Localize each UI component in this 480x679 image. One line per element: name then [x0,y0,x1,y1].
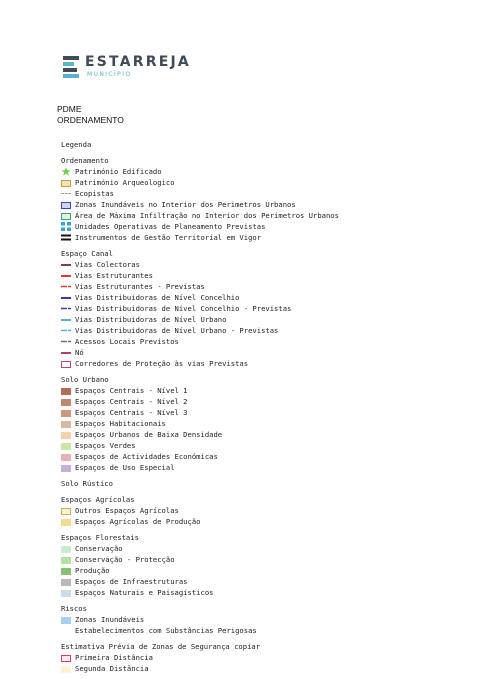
legend-symbol-icon [61,178,71,187]
legend-label: Espaço Canal [61,249,113,258]
legend-symbol-icon [61,506,71,515]
legend-label: Estabelecimentos com Substâncias Perigosas [75,626,257,635]
legend-symbol-icon [61,430,71,439]
document-title-line1: PDME [57,104,82,114]
legend-label: Produção [75,566,110,575]
legend-label: Espaços Florestais [61,533,139,542]
legend-symbol-icon [61,304,71,313]
document-title-line2: ORDENAMENTO [57,115,124,125]
legend-symbol-icon [61,200,71,209]
legend-label: Vias Estruturantes - Previstas [75,282,205,291]
legend-symbol-icon [61,189,71,198]
star-icon [61,167,71,176]
legend-label: Espaços Verdes [75,441,136,450]
legend-label: Corredores de Proteção às vias Previstas [75,359,249,368]
legend-symbol-icon [61,211,71,220]
legend-label: Segunda Distância [75,664,149,673]
legend-label: Ecopistas [75,189,114,198]
legend-label: Espaços Centrais - Nível 2 [75,397,188,406]
legend-label: Unidades Operativas de Planeamento Previstas [75,222,266,231]
legend-symbol-icon [61,271,71,280]
legend-symbol-icon [61,463,71,472]
legend-symbol-icon [61,588,71,597]
legend-label: Espaços Agrícolas de Produção [75,517,201,526]
legend-label: Espaços de Actividades Económicas [75,452,218,461]
legend-label: Património Arqueologico [75,178,175,187]
legend-label: Espaços Habitacionais [75,419,166,428]
legend-title-text: Legenda [61,140,92,149]
legend-symbol-icon [61,517,71,526]
legend-label: Espaços Centrais - Nível 1 [75,386,188,395]
legend-symbol-icon [61,233,71,242]
legend-symbol-icon [61,282,71,291]
brand-name: ESTARREJA [85,54,191,70]
legend-symbol-icon [61,577,71,586]
legend-symbol-icon [61,315,71,324]
legend-symbol-icon [61,441,71,450]
document-title [57,104,124,126]
legend-symbol-icon [61,222,71,231]
legend-label: Espaços Naturais e Paisagisticos [75,588,214,597]
legend-label: Espaços Centrais - Nível 3 [75,408,188,417]
brand-subtitle: MUNICÍPIO [87,71,132,78]
legend-label: Área de Máxima Infiltração no Interior dos Perimetros Urbanos [75,211,339,220]
legend-symbol-icon [61,260,71,269]
legend-label: Vias Distribuidoras de Nível Concelhio - Previstas [75,304,292,313]
legend-label: Ordenamento [61,156,109,165]
legend-symbol-icon [61,664,71,673]
legend-label: Espaços de Infraestruturas [75,577,188,586]
legend-symbol-icon [61,626,71,635]
legend-label: Espaços Agrícolas [61,495,135,504]
legend-label: Estimativa Prévia de Zonas de Segurança copiar [61,642,261,651]
legend-label: Espaços de Uso Especial [75,463,175,472]
legend-label: Outros Espaços Agrícolas [75,506,179,515]
legend-label: Vias Colectoras [75,260,140,269]
legend-label: Conservação [75,544,123,553]
legend-symbol-icon [61,408,71,417]
legend-symbol-icon [61,337,71,346]
legend-label: Património Edificado [75,167,162,176]
legend-symbol-icon [61,359,71,368]
legend-label: Solo Rústico [61,479,113,488]
legend-label: Conservação - Protecção [75,555,175,564]
legend-label: Acessos Locais Previstos [75,337,179,346]
legend-symbol-icon [61,386,71,395]
legend-label: Primeira Distância [75,653,153,662]
legend-label: Vias Distribuidoras de Nível Urbano [75,315,227,324]
legend-symbol-icon [61,544,71,553]
legend-symbol-icon [61,397,71,406]
legend-label: Zonas Inundáveis [75,615,145,624]
legend-symbol-icon [61,419,71,428]
legend-label: Nó [75,348,84,357]
legend-label: Riscos [61,604,87,613]
legend-label: Zonas Inundáveis no Interior dos Perimetros Urbanos [75,200,296,209]
legend-symbol-icon [61,452,71,461]
legend-label: Vias Distribuidoras de Nível Urbano - Previstas [75,326,279,335]
legend-symbol-icon [61,653,71,662]
legend-label: Vias Distribuidoras de Nível Concelhio [75,293,240,302]
legend-symbol-icon [61,555,71,564]
legend-symbol-icon [61,615,71,624]
legend-symbol-icon [61,348,71,357]
legend-label: Instrumentos de Gestão Territorial em Vigor [75,233,262,242]
legend-label: Espaços Urbanos de Baixa Densidade [75,430,223,439]
legend-symbol-icon [61,566,71,575]
legend-symbol-icon [61,293,71,302]
legend-symbol-icon [61,326,71,335]
legend-label: Vias Estruturantes [75,271,153,280]
legend-label: Solo Urbano [61,375,109,384]
estarreja-logo-icon [63,56,79,78]
